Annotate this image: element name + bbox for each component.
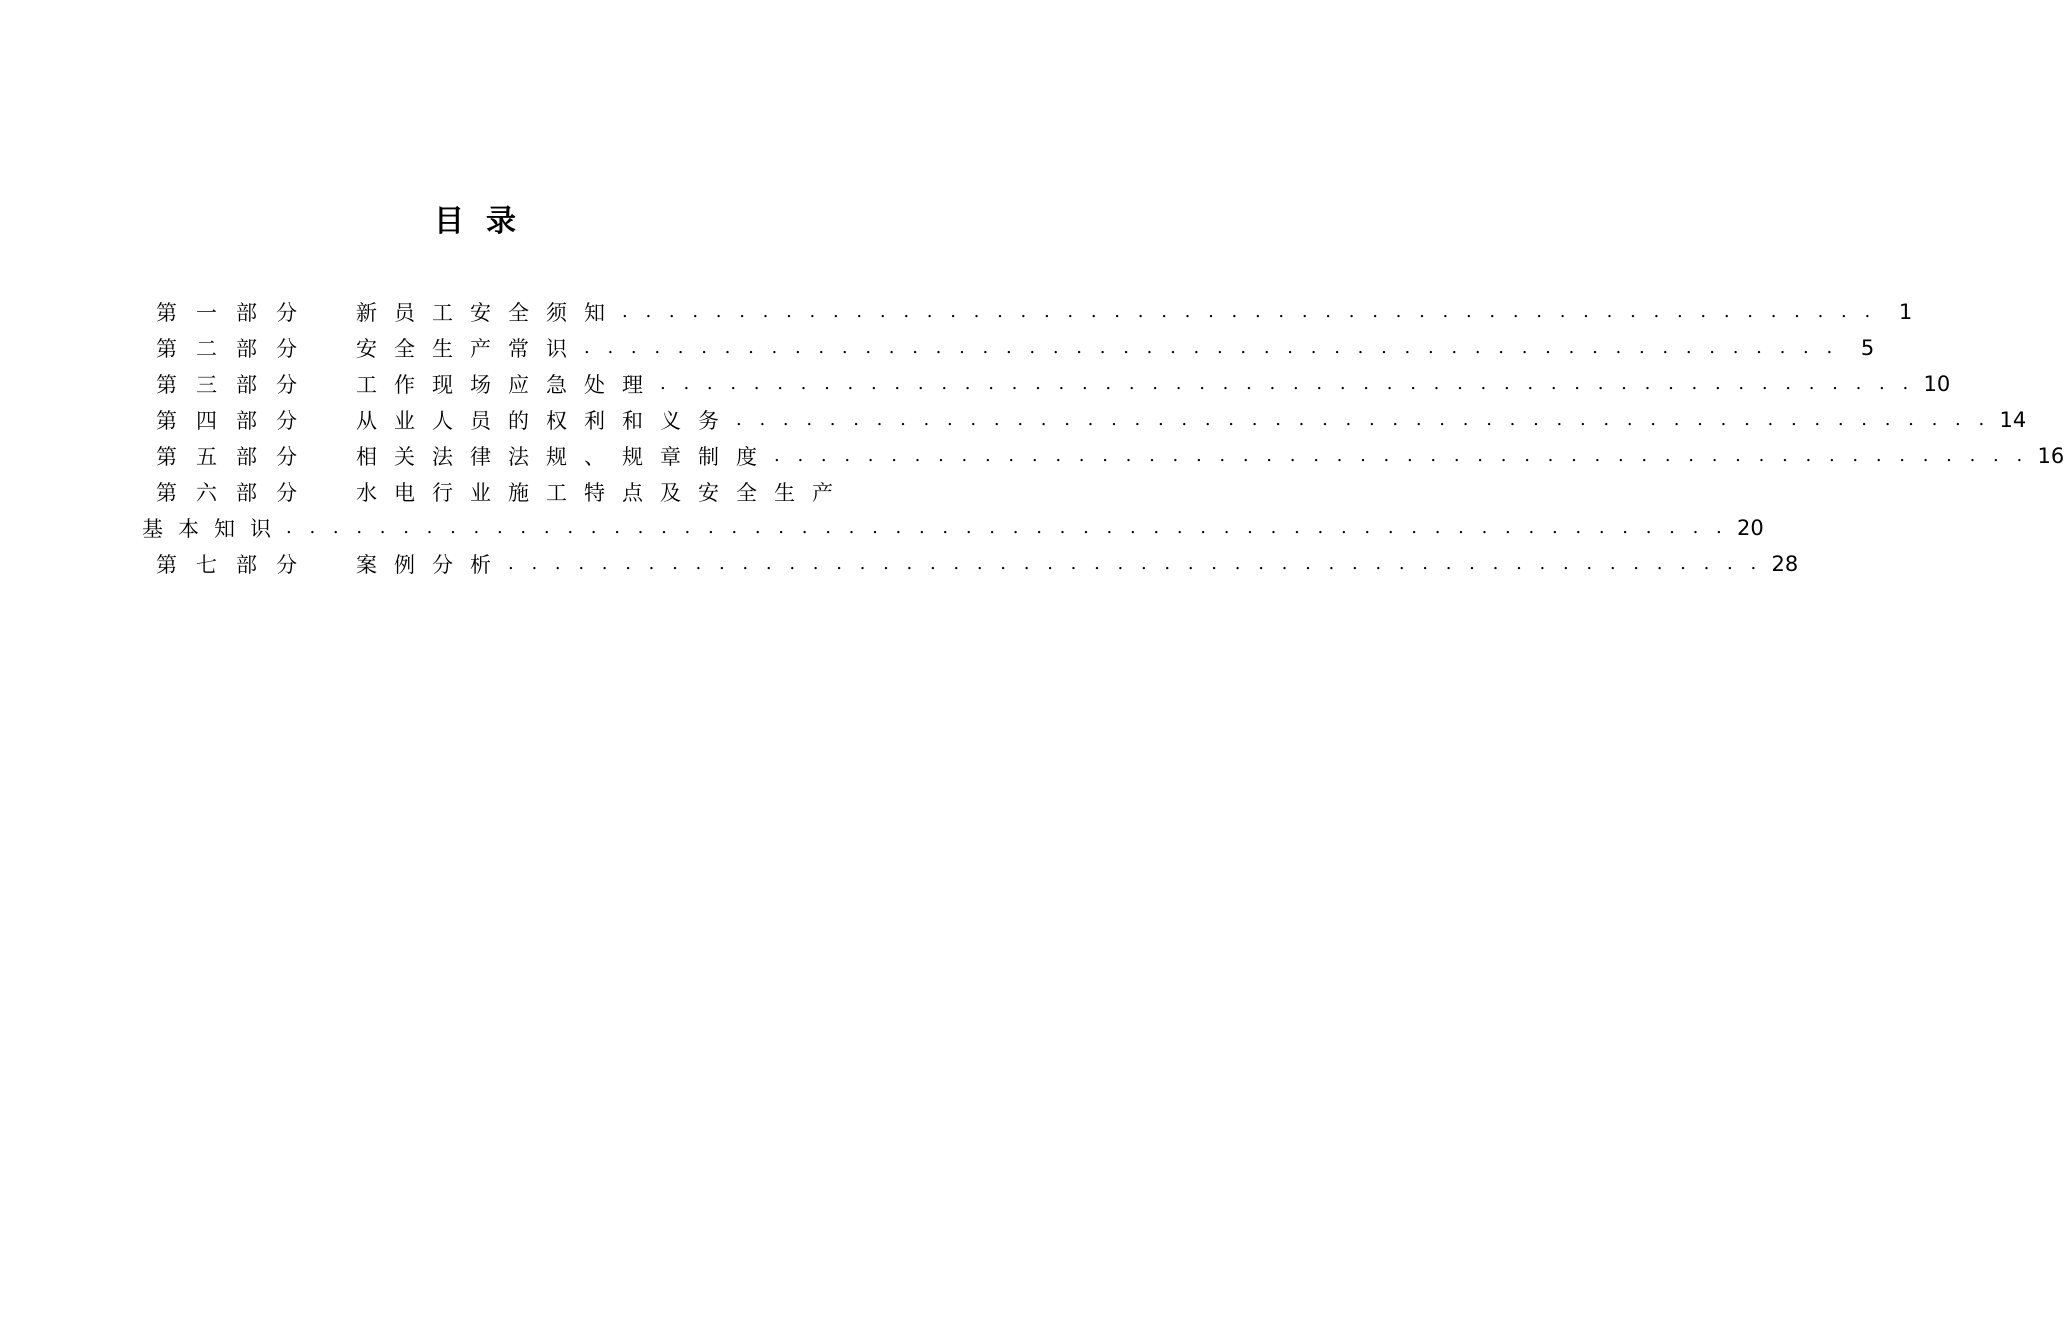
toc-entry-title: 案例分析 bbox=[356, 553, 508, 577]
toc-leader-dots: . . . . . . . . . . . . . . . . . . . . . . . . . . . . . . . . . . . . . . . . . . . . . . . . . . . . . . bbox=[584, 337, 1839, 358]
toc-entry-title: 从业人员的权利和义务 bbox=[356, 409, 736, 433]
toc-list bbox=[142, 294, 2064, 582]
toc-entry-title: 相关法律法规、规章制度 bbox=[356, 445, 774, 469]
toc-entry[interactable] bbox=[156, 294, 1913, 330]
toc-part-label: 第五部分 bbox=[156, 445, 316, 469]
toc-part-label: 第六部分 bbox=[156, 481, 316, 505]
toc-entry-title: 工作现场应急处理 bbox=[356, 373, 660, 397]
toc-page-number: 1 bbox=[1898, 300, 1913, 324]
toc-entry-title: 水电行业施工特点及安全生产 bbox=[356, 481, 850, 505]
toc-part-label: 第一部分 bbox=[156, 301, 316, 325]
toc-entry-title-continued: 基本知识 bbox=[142, 517, 286, 541]
toc-leader-dots: . . . . . . . . . . . . . . . . . . . . . . . . . . . . . . . . . . . . . . . . . . . . . . . . . . . . . . bbox=[774, 445, 2029, 466]
toc-part-label: 第七部分 bbox=[156, 553, 316, 577]
toc-entry-title: 安全生产常识 bbox=[356, 337, 584, 361]
toc-page-number: 14 bbox=[1999, 408, 2027, 432]
toc-page-number: 28 bbox=[1771, 552, 1799, 576]
toc-entry[interactable] bbox=[156, 402, 2027, 438]
toc-entry[interactable] bbox=[156, 474, 850, 510]
toc-leader-dots: . . . . . . . . . . . . . . . . . . . . . . . . . . . . . . . . . . . . . . . . . . . . . . . . . . . . . . bbox=[736, 409, 1991, 430]
toc-page-number: 10 bbox=[1923, 372, 1951, 396]
toc-part-label: 第二部分 bbox=[156, 337, 316, 361]
toc-leader-dots: . . . . . . . . . . . . . . . . . . . . . . . . . . . . . . . . . . . . . . . . . . . . . . . . . . . . . . bbox=[660, 373, 1915, 394]
toc-entry[interactable] bbox=[156, 438, 2064, 474]
toc-part-label: 第四部分 bbox=[156, 409, 316, 433]
toc-entry[interactable] bbox=[156, 546, 1799, 582]
toc-page-number: 20 bbox=[1737, 516, 1764, 540]
toc-part-label: 第三部分 bbox=[156, 373, 316, 397]
toc-leader-dots: . . . . . . . . . . . . . . . . . . . . . . . . . . . . . . . . . . . . . . . . . . . . . . . . . . . . . . bbox=[508, 553, 1763, 574]
toc-entry[interactable] bbox=[156, 330, 1875, 366]
toc-leader-dots: . . . . . . . . . . . . . . . . . . . . . . . . . . . . . . . . . . . . . . . . . . . . . . . . . . . . . . bbox=[622, 301, 1877, 322]
toc-entry[interactable] bbox=[156, 366, 1951, 402]
toc-title: 目录 bbox=[434, 204, 538, 239]
toc-page-number: 16 bbox=[2037, 444, 2064, 468]
toc-page-number: 5 bbox=[1860, 336, 1875, 360]
toc-leader-dots: . . . . . . . . . . . . . . . . . . . . . . . . . . . . . . . . . . . . . . . . . . . . . . . . . . . . . . . . . . . . . . bbox=[286, 517, 1728, 538]
toc-entry-title: 新员工安全须知 bbox=[356, 301, 622, 325]
toc-entry-continuation[interactable] bbox=[142, 510, 1764, 546]
